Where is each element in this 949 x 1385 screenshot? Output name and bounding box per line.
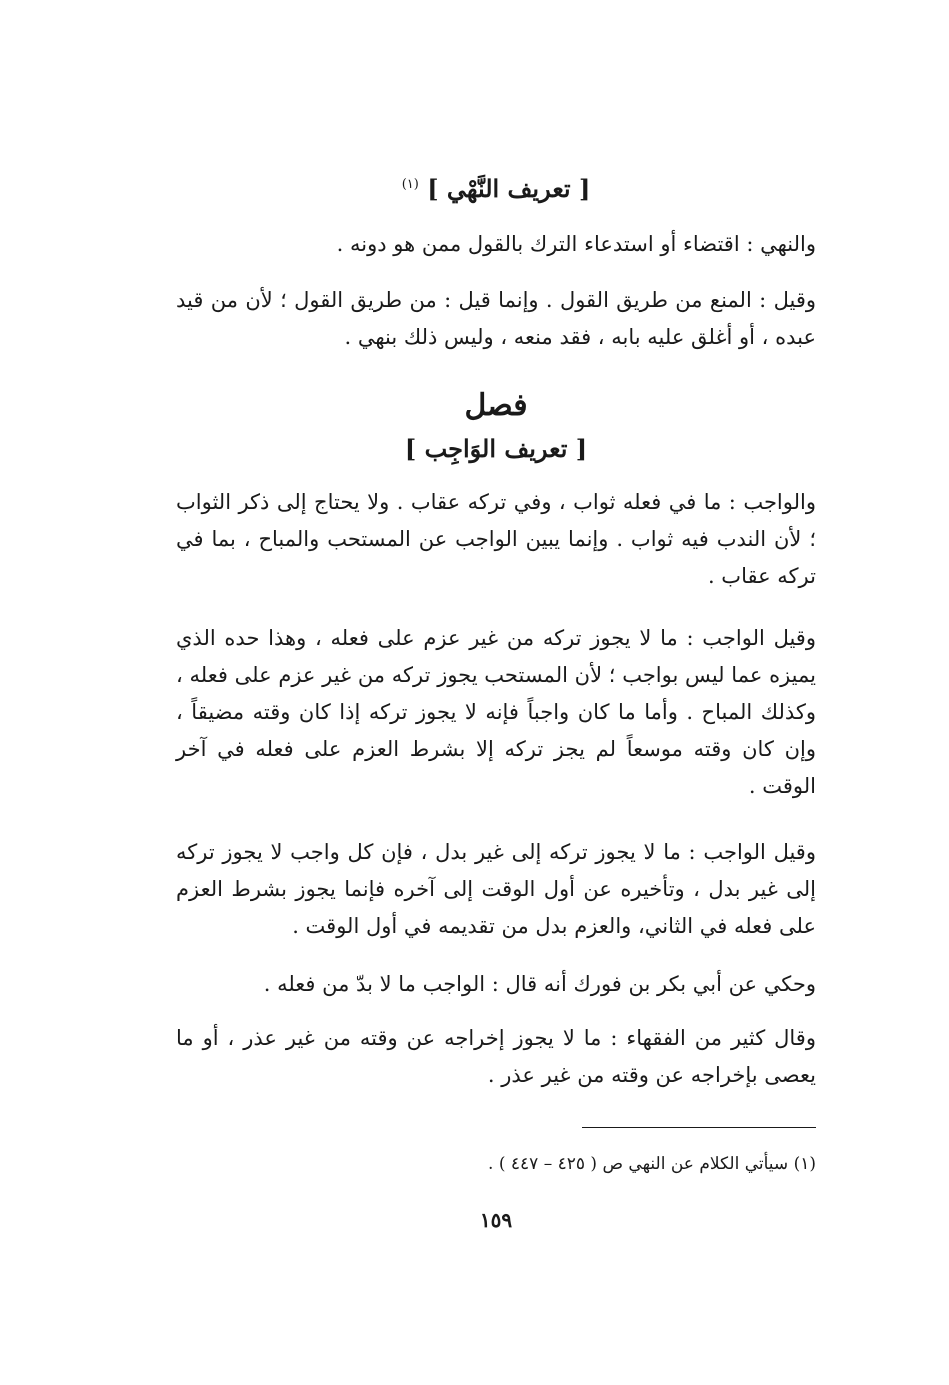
section-title: فصل [464,388,528,423]
paragraph-wajib-badal: وقيل الواجب : ما لا يجوز تركه إلى غير بدل ، فإن كل واجب لا يجوز تركه إلى غير بدل ، وتأخيره عن أول الوقت إلى آخره فإنما يجوز بشرط العزم على فعله في الثاني، والعزم بدل من تقديمه في أول الوقت . [176,840,816,938]
paragraph-wajib-azm: وقيل الواجب : ما لا يجوز تركه من غير عزم على فعله ، وهذا حده الذي يميزه عما ليس بواجب ؛ لأن المستحب يجوز تركه من غير عزم على فعله ، وكذلك المباح . وأما ما كان واجباً فإنه لا يجوز تركه إذا كان وقته مضيقاً ، وإن كان وقته موسعاً لم يجز تركه إلا بشرط العزم على فعله في آخر الوقت . [176,626,816,798]
heading-nahy-text: [ تعريف النَّهْي ] [427,174,591,203]
paragraph-wajib-definition: والواجب : ما في فعله ثواب ، وفي تركه عقاب . ولا يحتاج إلى ذكر الثواب ؛ لأن الندب فيه ثواب . وإنما يبين الواجب عن المستحب والمباح ، بما في تركه عقاب . [176,490,816,588]
paragraph-wajib-ibn-furak: وحكي عن أبي بكر بن فورك أنه قال : الواجب ما لا بدّ من فعله . [263,972,816,996]
paragraph-nahy-definition: والنهي : اقتضاء أو استدعاء الترك بالقول ممن هو دونه . [336,232,816,256]
heading-wajib: [ تعريف الوَاجِب ] [404,434,588,463]
paragraph-wajib-fuqaha: وقال كثير من الفقهاء : ما لا يجوز إخراجه عن وقته من غير عذر ، أو ما يعصى بإخراجه عن وقته من غير عذر . [176,1026,816,1087]
footnote-mark: (١) [793,1154,816,1174]
footnote-divider [582,1127,816,1128]
footnote-reference-mark: (١) [401,177,419,192]
heading-nahy [176,168,816,206]
footnote-text: سيأتي الكلام عن النهي ص ( ٤٢٥ – ٤٤٧ ) . [488,1154,789,1174]
paragraph-nahy-alternative: وقيل : المنع من طريق القول . وإنما قيل : من طريق القول ؛ لأن من قيد عبده ، أو أغلق عليه بابه ، فقد منعه ، وليس ذلك بنهي . [176,288,816,349]
footnote [176,1150,816,1178]
page-number: ١٥٩ [479,1208,513,1232]
